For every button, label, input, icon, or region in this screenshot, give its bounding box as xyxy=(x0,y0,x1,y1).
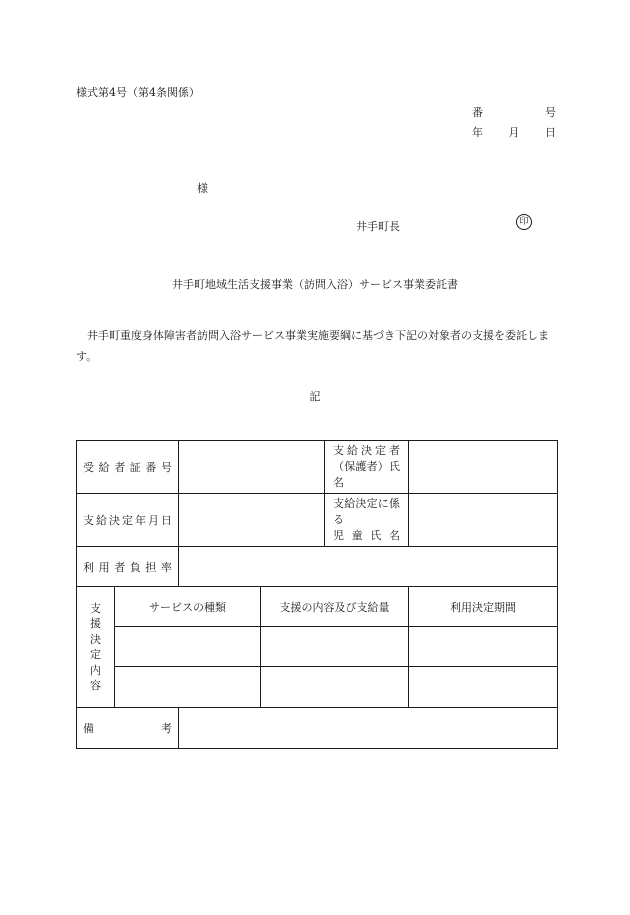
burden-rate-label: 利用者負担率 xyxy=(77,547,179,587)
decision-date-label: 支給決定年月日 xyxy=(77,494,179,547)
child-name-line1: 支給決定に係る xyxy=(333,497,400,526)
consignment-form-table xyxy=(76,440,558,749)
support-content-label: 支 援 決 定 内 容 xyxy=(77,587,115,708)
number-suffix: 号 xyxy=(545,106,556,119)
column-header-period: 利用決定期間 xyxy=(409,587,558,627)
burden-rate-field[interactable] xyxy=(179,547,558,587)
body-text: 井手町重度身体障害者訪問入浴サービス事業実施要綱に基づき下記の対象者の支援を委託します。 xyxy=(76,329,549,363)
column-header-service-type: サービスの種類 xyxy=(115,587,261,627)
remarks-field[interactable] xyxy=(179,708,558,749)
support-content-cell[interactable] xyxy=(261,627,409,667)
form-number: 様式第4号（第4条関係） xyxy=(76,86,200,99)
child-name-field[interactable] xyxy=(409,494,558,547)
date-line xyxy=(472,124,556,140)
issuer-title: 井手町長 xyxy=(356,220,400,233)
recipient-cert-no-field[interactable] xyxy=(179,441,325,494)
decision-date-field[interactable] xyxy=(179,494,325,547)
remarks-label: 備 考 xyxy=(77,708,179,749)
seal-mark: 印 xyxy=(516,214,532,230)
decision-holder-line2: （保護者）氏名 xyxy=(333,460,400,489)
support-content-cell[interactable] xyxy=(261,667,409,708)
month-label: 月 xyxy=(508,126,520,139)
year-label: 年 xyxy=(472,126,483,139)
decision-holder-line1: 支給決定者 xyxy=(333,444,400,457)
column-header-support-content: 支援の内容及び支給量 xyxy=(261,587,409,627)
child-name-line2: 児童氏名 xyxy=(333,529,400,542)
number-label: 番 xyxy=(472,106,483,119)
addressee-honorific: 様 xyxy=(197,182,208,195)
decision-holder-field[interactable] xyxy=(409,441,558,494)
recipient-cert-no-label: 受給者証番号 xyxy=(77,441,179,494)
document-title: 井手町地域生活支援事業（訪問入浴）サービス事業委託書 xyxy=(172,278,458,291)
child-name-label xyxy=(325,494,409,547)
period-cell[interactable] xyxy=(409,627,558,667)
decision-holder-label xyxy=(325,441,409,494)
ki-heading: 記 xyxy=(309,390,321,403)
service-type-cell[interactable] xyxy=(115,667,261,708)
period-cell[interactable] xyxy=(409,667,558,708)
day-label: 日 xyxy=(545,126,556,139)
service-type-cell[interactable] xyxy=(115,627,261,667)
document-number-line xyxy=(472,104,556,120)
